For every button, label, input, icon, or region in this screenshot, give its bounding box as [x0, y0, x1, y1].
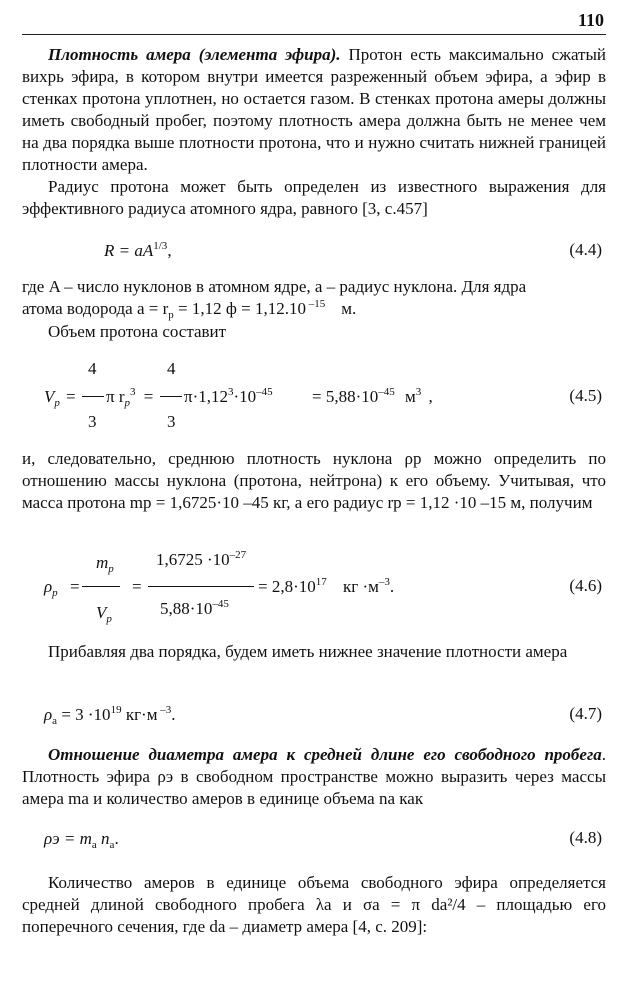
- paragraph-amer-diameter: [22, 744, 606, 810]
- eq45-main: [44, 386, 76, 409]
- eq46-rho-sub: p: [52, 587, 58, 599]
- eq45-ten: ·10: [233, 387, 257, 406]
- paragraph-nucleon-density: и, следовательно, среднюю плотность нуклона ρp можно определить по отношению массы нуклона (протона, нейтрона) к его объему. Учитывая, что масса протона mp = 1,6725·10 –45 кг, а его радиус rp = 1,12 ·10 –15 м, получим: [22, 449, 606, 512]
- eq46-denominator: [160, 598, 229, 620]
- eq45-comma: ,: [428, 387, 433, 406]
- equation-number-4-6: (4.6): [569, 576, 602, 595]
- eq45-res-exp: –45: [378, 386, 395, 398]
- header-rule: [22, 34, 606, 35]
- eq48-mid: n: [96, 829, 110, 848]
- eq44-lhs: R = aA: [104, 241, 154, 260]
- eq46-denom-exp: –45: [212, 598, 229, 610]
- equation-4-4: [104, 240, 172, 262]
- eq46-m-text: m: [96, 553, 109, 572]
- eq45-value: [184, 386, 273, 408]
- eq45-eq1: =: [66, 387, 76, 406]
- equation-number-4-7: (4.7): [569, 704, 602, 723]
- eq47-mid: = 3 ·10: [57, 705, 111, 724]
- eq45-r-exp: 3: [130, 386, 136, 398]
- eq45-three-1: 3: [88, 412, 97, 431]
- equation-number-4-4: (4.4): [569, 240, 602, 259]
- eq46-numer-exp: –27: [229, 549, 247, 561]
- paragraph-heading: Плотность амера (элемента эфира).: [48, 45, 341, 64]
- eq48-dot: .: [114, 829, 119, 848]
- eq45-four-1: 4: [88, 359, 97, 378]
- eq45-v: V: [44, 387, 55, 406]
- eq47-unit: кг·м: [121, 705, 158, 724]
- eq46-result: [258, 576, 394, 598]
- eq45-three-2: 3: [167, 412, 176, 431]
- eq45-eq2: =: [143, 387, 154, 406]
- eq45-r-sub: p: [124, 397, 130, 409]
- eq48-s2: а: [109, 839, 115, 851]
- eq47-exp: 19: [110, 704, 122, 716]
- eq45-four-2: 4: [167, 359, 176, 378]
- eq46-numerator: [156, 549, 246, 571]
- eq48-lhs: ρэ = m: [44, 829, 92, 848]
- eq45-v-sub: p: [54, 397, 60, 409]
- eq46-m: [96, 552, 114, 574]
- eq46-unit-exp: –3: [378, 576, 390, 588]
- eq46-res-exp: 17: [315, 576, 327, 588]
- equation-number-4-8: (4.8): [569, 828, 602, 847]
- paragraph-amer-density: [22, 44, 606, 176]
- eq46-v-sub: p: [106, 613, 112, 625]
- eq46-denom: 5,88·10: [160, 599, 213, 618]
- eq47-dot: .: [171, 705, 176, 724]
- paragraph-amer-lower-bound: Прибавляя два порядка, будем иметь нижнее значение плотности амера: [48, 642, 568, 661]
- eq47-unit-exp: –3: [157, 704, 172, 716]
- eq44-exp: 1/3: [153, 240, 168, 252]
- paragraph-proton-radius: Радиус протона может быть определен из известного выражения для эффективного радиуса атомного ядра, равного [3, с.457]: [22, 177, 606, 218]
- eq46-dot: .: [389, 577, 395, 596]
- eq46-unit: кг ·м: [343, 577, 379, 596]
- eq46-rho-text: ρ: [44, 577, 53, 596]
- eq46-v: [96, 602, 112, 624]
- paragraph-nucleon-line2: [22, 298, 356, 320]
- equation-4-7: [44, 704, 175, 726]
- nucleon-unit: м.: [341, 299, 357, 318]
- eq46-numer: 1,6725 ·10: [156, 550, 230, 569]
- eq45-frac-line-1: [82, 396, 104, 397]
- eq46-eq1: =: [70, 577, 80, 596]
- eq44-tail: ,: [167, 241, 172, 260]
- equation-number-4-5: (4.5): [569, 386, 602, 405]
- nucleon-text-a: атома водорода a = r: [22, 299, 169, 318]
- equation-4-8: [44, 828, 119, 850]
- eq45-result: [312, 386, 433, 408]
- eq45-pi-r-text: π r: [106, 387, 125, 406]
- eq45-res: = 5,88·10: [312, 387, 379, 406]
- eq48-s1: а: [91, 839, 97, 851]
- eq45-unit-exp: 3: [415, 386, 422, 398]
- eq46-rho: [44, 576, 58, 598]
- paragraph-heading-2: Отношение диаметра амера к средней длине его свободного пробега: [48, 745, 602, 764]
- eq45-pi-r: [106, 386, 153, 408]
- paragraph-proton-volume: Объем протона составит: [48, 322, 227, 341]
- page-number: 110: [577, 10, 604, 30]
- eq46-res: = 2,8·10: [258, 577, 316, 596]
- paragraph-amer-count: Количество амеров в единице объема свободного эфира определяется средней длиной свободного пробега λа и σа = π dа²/4 – площадью его поперечного сечения, где dа – диаметр амера [4, с. 209]:: [22, 873, 606, 936]
- eq45-frac-line-2: [160, 396, 182, 397]
- paragraph-text: Протон есть максимально сжатый вихрь эфира, в котором внутри имеется разреженный объем эфира, а эфир в стенках протона уплотнен, но остается газом. В стенках протона амеры должны иметь свободный пробег, поэтому плотность амера должна быть не менее чем на два порядка выше плотности протона, что и нужно считать нижней границей плотности амера.: [22, 45, 606, 174]
- eq47-rho: ρ: [44, 705, 53, 724]
- eq45-unit: м: [405, 387, 416, 406]
- nucleon-exp: –15: [305, 298, 326, 310]
- eq45-pi-val: π·1,12: [184, 387, 228, 406]
- eq45-ten-exp: –45: [256, 386, 273, 398]
- eq47-sub: a: [52, 715, 58, 727]
- paragraph-text-2: . Плотность эфира ρэ в свободном пространстве можно выразить через массы амера mа и количество амеров в единице объема nа как: [22, 745, 606, 808]
- nucleon-text-b: = 1,12 ф = 1,12.10: [173, 299, 306, 318]
- eq46-frac-line-2: [148, 586, 254, 587]
- eq45-val-exp: 3: [228, 386, 234, 398]
- nucleon-sub: p: [168, 309, 174, 321]
- eq46-m-sub: p: [108, 563, 114, 575]
- eq46-frac-line-1: [82, 586, 120, 587]
- paragraph-nucleon-line1: где A – число нуклонов в атомном ядре, a – радиус нуклона. Для ядра: [22, 277, 527, 296]
- eq46-eq2: =: [132, 577, 142, 596]
- eq46-v-text: V: [96, 603, 107, 622]
